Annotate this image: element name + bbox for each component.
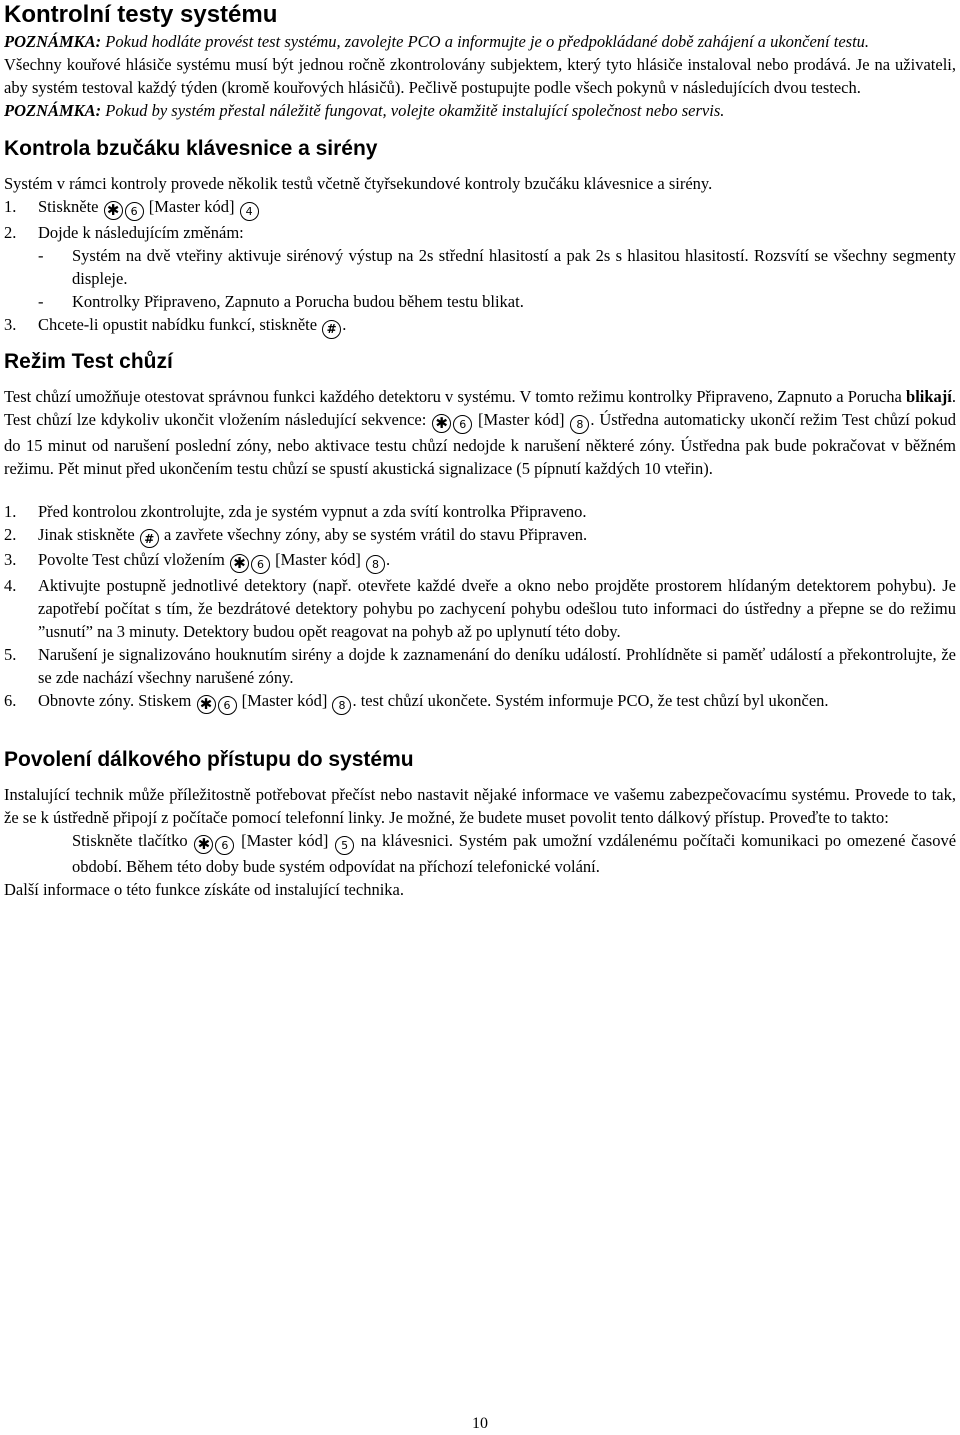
key-6-icon: 6 (251, 555, 270, 574)
key-6-icon: 6 (218, 696, 237, 715)
list-item: 5. Narušení je signalizováno houknutím sirény a dojde k zaznamenání do deníku událostí. Prohlídněte si paměť událostí a překontrolujte, že se zde nachází všechny narušené zóny. (4, 645, 956, 687)
key-6-icon: 6 (125, 202, 144, 221)
list-item: 2. Jinak stiskněte # a zavřete všechny zóny, aby se systém vrátil do stavu Připraven. (4, 523, 956, 549)
list-item: 2. Dojde k následujícím změnám: (4, 223, 244, 242)
key-8-icon: 8 (570, 415, 589, 434)
walk-test-steps (4, 500, 956, 716)
star-key-icon: ✱ (432, 414, 451, 433)
section-title-system-tests: Kontrolní testy systému (4, 1, 278, 28)
section-title-buzzer-test: Kontrola bzučáku klávesnice a sirény (4, 137, 378, 160)
star-key-icon: ✱ (194, 835, 213, 854)
document-page (4, 0, 956, 901)
note-text: Pokud by systém přestal náležitě fungovat, volejte okamžitě instalující společnost nebo servis. (101, 101, 725, 120)
list-item: 4. Aktivujte postupně jednotlivé detektory (např. otevřete každé dveře a okno nebo projděte prostorem hlídaným detektorem pohybu). Je zapotřebí počítat s tím, že bezdrátové detektory pohybu po zachycení pohybu odešlou tuto informaci do ústředny a přepne se do režimu ”usnutí” na 3 minuty. Detektory budou opět reagovat na pohyb až po uplynutí této doby. (4, 576, 956, 641)
remote-access-more-info: Další informace o této funkce získáte od instalující technika. (4, 880, 404, 899)
section-title-walk-test: Režim Test chůzí (4, 349, 173, 373)
key-8-icon: 8 (332, 696, 351, 715)
note-paragraph-1 (4, 30, 956, 53)
list-item: 1. Stiskněte ✱ 6 [Master kód] 4 (4, 195, 956, 221)
key-8-icon: 8 (366, 555, 385, 574)
list-item: 3. Povolte Test chůzí vložením ✱ 6 [Master kód] 8 . (4, 550, 391, 572)
list-item: 3. Chcete-li opustit nabídku funkcí, stiskněte # . (4, 313, 956, 339)
list-item: 1. Před kontrolou zkontrolujte, zda je systém vypnut a zda svítí kontrolka Připraveno. (4, 501, 587, 521)
note-paragraph-2 (4, 99, 956, 122)
smoke-detector-paragraph: Všechny kouřové hlásiče systému musí být jednou ročně zkontrolovány subjektem, který tyto hlásiče instaloval nebo prodává. Je na uživateli, aby systém testoval každý týden (kromě kouřových hlásičů). Pečlivě postupujte podle všech pokynů v následujících dvou testech. (4, 55, 956, 97)
page-number: 10 (472, 1415, 488, 1432)
list-item: - Kontrolky Připraveno, Zapnuto a Porucha budou během testu blikat. (38, 292, 524, 311)
buzzer-steps (4, 195, 956, 244)
key-6-icon: 6 (215, 836, 234, 855)
star-key-icon: ✱ (104, 201, 123, 220)
list-item: - Systém na dvě vteřiny aktivuje sirénový výstup na 2s střední hlasitostí a pak 2s s hlasitou hlasitostí. Rozsvítí se všechny segmenty displeje. (38, 246, 956, 288)
note-text: Pokud hodláte provést test systému, zavolejte PCO a informujte je o předpokládané době zahájení a ukončení testu. (101, 32, 870, 51)
key-5-icon: 5 (335, 836, 354, 855)
star-key-icon: ✱ (230, 554, 249, 573)
note-label: POZNÁMKA: (4, 32, 102, 51)
remote-access-instruction: Stiskněte tlačítko ✱ 6 [Master kód] 5 na klávesnici. Systém pak umožní vzdálenému počítači komunikaci po omezené časové období. Během této doby bude systém odpovídat na příchozí telefonické volání. (72, 831, 957, 876)
key-6-icon: 6 (453, 415, 472, 434)
buzzer-steps-cont (4, 313, 956, 339)
hash-key-icon: # (322, 320, 341, 339)
note-label: POZNÁMKA: (4, 101, 102, 120)
walk-test-description: Test chůzí umožňuje otestovat správnou funkci každého detektoru v systému. V tomto režimu kontrolky Připraveno, Zapnuto a Porucha blikají. Test chůzí lze kdykoliv ukončit vložením následující sekvence: ✱ 6 [Master kód] 8 . Ústředna automaticky ukončí režim Test chůzí pokud do 15 minut od narušení poslední zóny, nebo aktivace testu chůzí nedojde k narušení některé zóny. Ústředna pak bude pokračovat v běžném režimu. Pět minut před ukončením testu chůzí se spustí akustická signalizace (5 pípnutí každých 10 vteřin). (4, 386, 957, 478)
buzzer-intro: Systém v rámci kontroly provede několik testů včetně čtyřsekundové kontroly bzučáku klávesnice a sirény. (4, 174, 713, 193)
section-title-remote-access: Povolení dálkového přístupu do systému (4, 748, 414, 771)
buzzer-changes (4, 244, 956, 313)
hash-key-icon: # (140, 529, 159, 548)
key-4-icon: 4 (240, 202, 259, 221)
star-key-icon: ✱ (197, 695, 216, 714)
list-item: 6. Obnovte zóny. Stiskem ✱ 6 [Master kód] 8 . test chůzí ukončete. Systém informuje PCO, že test chůzí byl ukončen. (4, 691, 829, 713)
remote-access-description: Instalující technik může příležitostně potřebovat přečíst nebo nastavit nějaké informace ve vašemu zabezpečovacímu systému. Provede to tak, že se k ústředně připojí z počítače pomocí telefonní linky. Je možné, že budete muset povolit tento dálkový přístup. Proveďte to takto: (4, 785, 956, 827)
